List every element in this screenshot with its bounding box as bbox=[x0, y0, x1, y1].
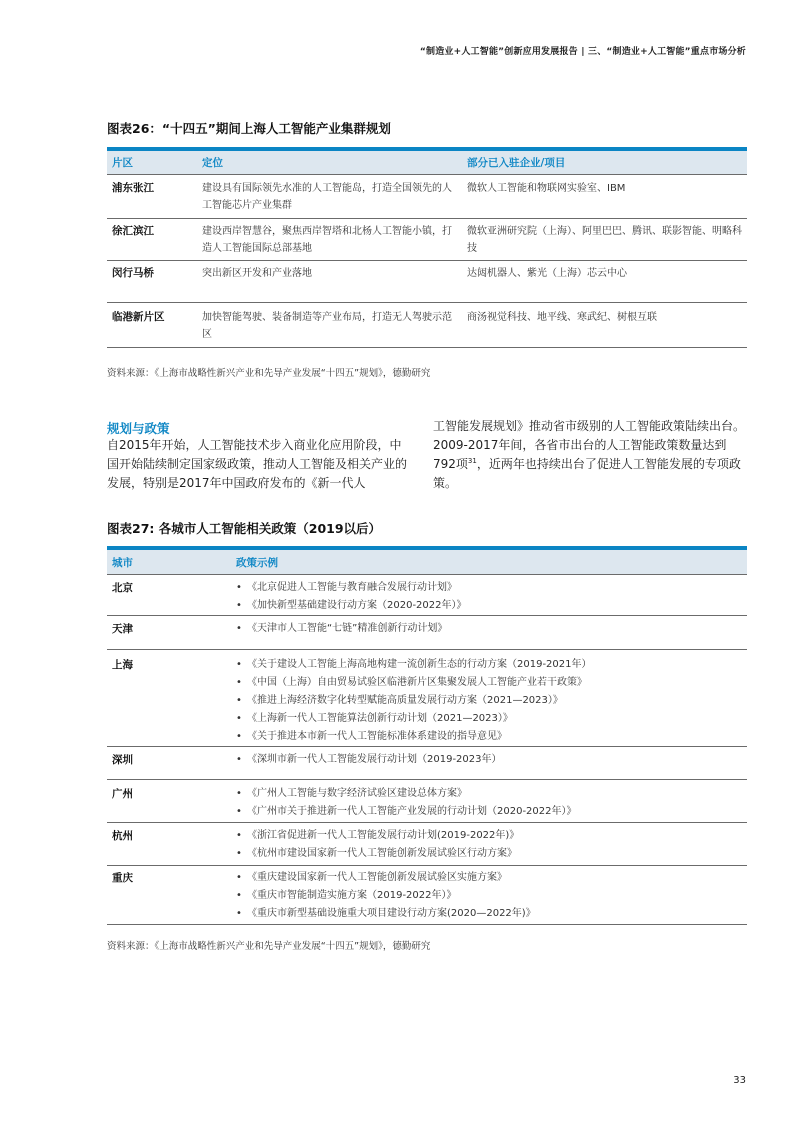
policy-item: • 《深圳市新一代人工智能发展行动计划（2019-2023年） bbox=[236, 751, 747, 769]
policy-item: • 《重庆建设国家新一代人工智能创新发展试验区实施方案》 bbox=[236, 869, 747, 887]
figure-26-source: 资料来源：《上海市战略性新兴产业和先导产业发展“十四五”规划》，德勤研究 bbox=[107, 368, 431, 379]
policy-item: • 《加快新型基础建设行动方案（2020-2022年）》 bbox=[236, 597, 747, 615]
city-cell: 天津 bbox=[112, 623, 133, 635]
policy-list bbox=[231, 656, 747, 746]
left-paragraph bbox=[107, 436, 411, 493]
section-title: 规划与政策 bbox=[107, 421, 170, 436]
companies-cell: 达闼机器人、紫光（上海）芯云中心 bbox=[467, 268, 627, 279]
right-paragraph-text bbox=[433, 417, 748, 493]
column-header-policies: 政策示例 bbox=[236, 556, 278, 569]
left-paragraph-text: 自2015年开始，人工智能技术步入商业化应用阶段，中国开始陆续制定国家级政策，推动人工智能及相关产业的发展，特别是2017年中国政府发布的《新一代人 bbox=[107, 438, 408, 490]
right-paragraph bbox=[433, 417, 748, 493]
policy-item: • 《北京促进人工智能与教育融合发展行动计划》 bbox=[236, 579, 747, 597]
bullet: • bbox=[236, 713, 242, 724]
zone-cell: 闵行马桥 bbox=[112, 267, 154, 279]
table-row bbox=[107, 261, 747, 303]
city-cell: 广州 bbox=[112, 788, 133, 800]
policy-item: • 《关于建设人工智能上海高地构建一流创新生态的行动方案（2019-2021年） bbox=[236, 656, 747, 674]
table-row bbox=[107, 575, 747, 616]
city-cell: 北京 bbox=[112, 582, 133, 594]
city-cell: 深圳 bbox=[112, 754, 133, 766]
policy-item: • 《广州人工智能与数字经济试验区建设总体方案》 bbox=[236, 785, 747, 803]
bullet: • bbox=[236, 754, 242, 765]
table-row bbox=[107, 650, 747, 747]
zone-cell: 徐汇滨江 bbox=[112, 225, 154, 237]
companies-cell: 微软人工智能和物联网实验室、IBM bbox=[467, 183, 626, 194]
policy-item: • 《杭州市建设国家新一代人工智能创新发展试验区行动方案》 bbox=[236, 845, 747, 863]
column-header-zone: 片区 bbox=[112, 157, 133, 169]
policy-list bbox=[231, 579, 747, 615]
policy-item: • 《推进上海经济数字化转型赋能高质量发展行动方案（2021—2023）》 bbox=[236, 692, 747, 710]
column-header-companies: 部分已入驻企业/项目 bbox=[467, 157, 566, 169]
table-row bbox=[107, 303, 747, 348]
policy-list bbox=[231, 869, 747, 924]
column-header-city: 城市 bbox=[112, 556, 133, 569]
policy-list bbox=[231, 827, 747, 865]
bullet: • bbox=[236, 659, 242, 670]
bullet: • bbox=[236, 872, 242, 883]
figure-27-title: 图表27: 各城市人工智能相关政策（2019以后） bbox=[107, 521, 382, 536]
bullet: • bbox=[236, 731, 242, 742]
policy-item: • 《浙江省促进新一代人工智能发展行动计划(2019-2022年)》 bbox=[236, 827, 747, 845]
zone-cell: 临港新片区 bbox=[112, 311, 165, 323]
figure-26-title: 图表26：“十四五”期间上海人工智能产业集群规划 bbox=[107, 121, 391, 136]
policy-list bbox=[231, 785, 747, 822]
bullet: • bbox=[236, 806, 242, 817]
bullet: • bbox=[236, 788, 242, 799]
table-header bbox=[107, 151, 747, 175]
bullet: • bbox=[236, 908, 242, 919]
page-number: 33 bbox=[733, 1075, 746, 1086]
position-cell: 加快智能驾驶、装备制造等产业布局，打造无人驾驶示范区 bbox=[202, 312, 452, 340]
policy-item: • 《中国（上海）自由贸易试验区临港新片区集聚发展人工智能产业若干政策》 bbox=[236, 674, 747, 692]
table-row bbox=[107, 747, 747, 780]
companies-cell: 商汤视觉科技、地平线、寒武纪、树根互联 bbox=[467, 312, 657, 323]
running-header: “制造业+人工智能”创新应用发展报告 | 三、“制造业+人工智能”重点市场分析 bbox=[419, 47, 746, 57]
bullet: • bbox=[236, 677, 242, 688]
policy-item: • 《关于推进本市新一代人工智能标准体系建设的指导意见》 bbox=[236, 728, 747, 746]
policy-list bbox=[231, 751, 747, 779]
figure-26-table bbox=[107, 147, 747, 348]
figure-27-table bbox=[107, 546, 747, 925]
table-row bbox=[107, 823, 747, 866]
bullet: • bbox=[236, 600, 242, 611]
bullet: • bbox=[236, 623, 242, 634]
table-row bbox=[107, 866, 747, 925]
bullet: • bbox=[236, 890, 242, 901]
zone-cell: 浦东张江 bbox=[112, 182, 154, 194]
city-cell: 重庆 bbox=[112, 872, 133, 884]
table-header bbox=[107, 550, 747, 575]
figure-27-source: 资料来源：《上海市战略性新兴产业和先导产业发展“十四五”规划》，德勤研究 bbox=[107, 941, 431, 952]
companies-cell: 微软亚洲研究院（上海）、阿里巴巴、腾讯、联影智能、明略科技 bbox=[467, 226, 742, 254]
bullet: • bbox=[236, 830, 242, 841]
bullet: • bbox=[236, 695, 242, 706]
table-row bbox=[107, 780, 747, 823]
table-row bbox=[107, 175, 747, 219]
bullet: • bbox=[236, 582, 242, 593]
position-cell: 建设西岸智慧谷，聚焦西岸智塔和北杨人工智能小镇，打造人工智能国际总部基地 bbox=[202, 226, 452, 254]
footnote-ref: 31 bbox=[467, 457, 477, 465]
policy-item: • 《上海新一代人工智能算法创新行动计划（2021—2023）》 bbox=[236, 710, 747, 728]
policy-list bbox=[231, 620, 747, 649]
position-cell: 突出新区开发和产业落地 bbox=[202, 268, 312, 279]
city-cell: 杭州 bbox=[112, 830, 133, 842]
policy-item: • 《重庆市智能制造实施方案（2019-2022年）》 bbox=[236, 887, 747, 905]
policy-item: • 《重庆市新型基础设施重大项目建设行动方案(2020—2022年)》 bbox=[236, 905, 747, 923]
column-header-position: 定位 bbox=[202, 157, 223, 169]
table-row bbox=[107, 219, 747, 261]
right-text-part-a: 工智能发展规划》推动省市级别的人工智能政策陆续出台。2009-2017年间，各省市出台的人工智能政策数量达到792项 bbox=[433, 419, 746, 471]
table-row bbox=[107, 616, 747, 650]
city-cell: 上海 bbox=[112, 659, 133, 671]
right-text-part-b: ，近两年也持续出台了促进人工智能发展的专项政策。 bbox=[433, 457, 741, 490]
bullet: • bbox=[236, 848, 242, 859]
policy-item: • 《天津市人工智能“七链”精准创新行动计划》 bbox=[236, 620, 747, 638]
position-cell: 建设具有国际领先水准的人工智能岛，打造全国领先的人工智能芯片产业集群 bbox=[202, 183, 452, 211]
policy-item: • 《广州市关于推进新一代人工智能产业发展的行动计划（2020-2022年）》 bbox=[236, 803, 747, 821]
